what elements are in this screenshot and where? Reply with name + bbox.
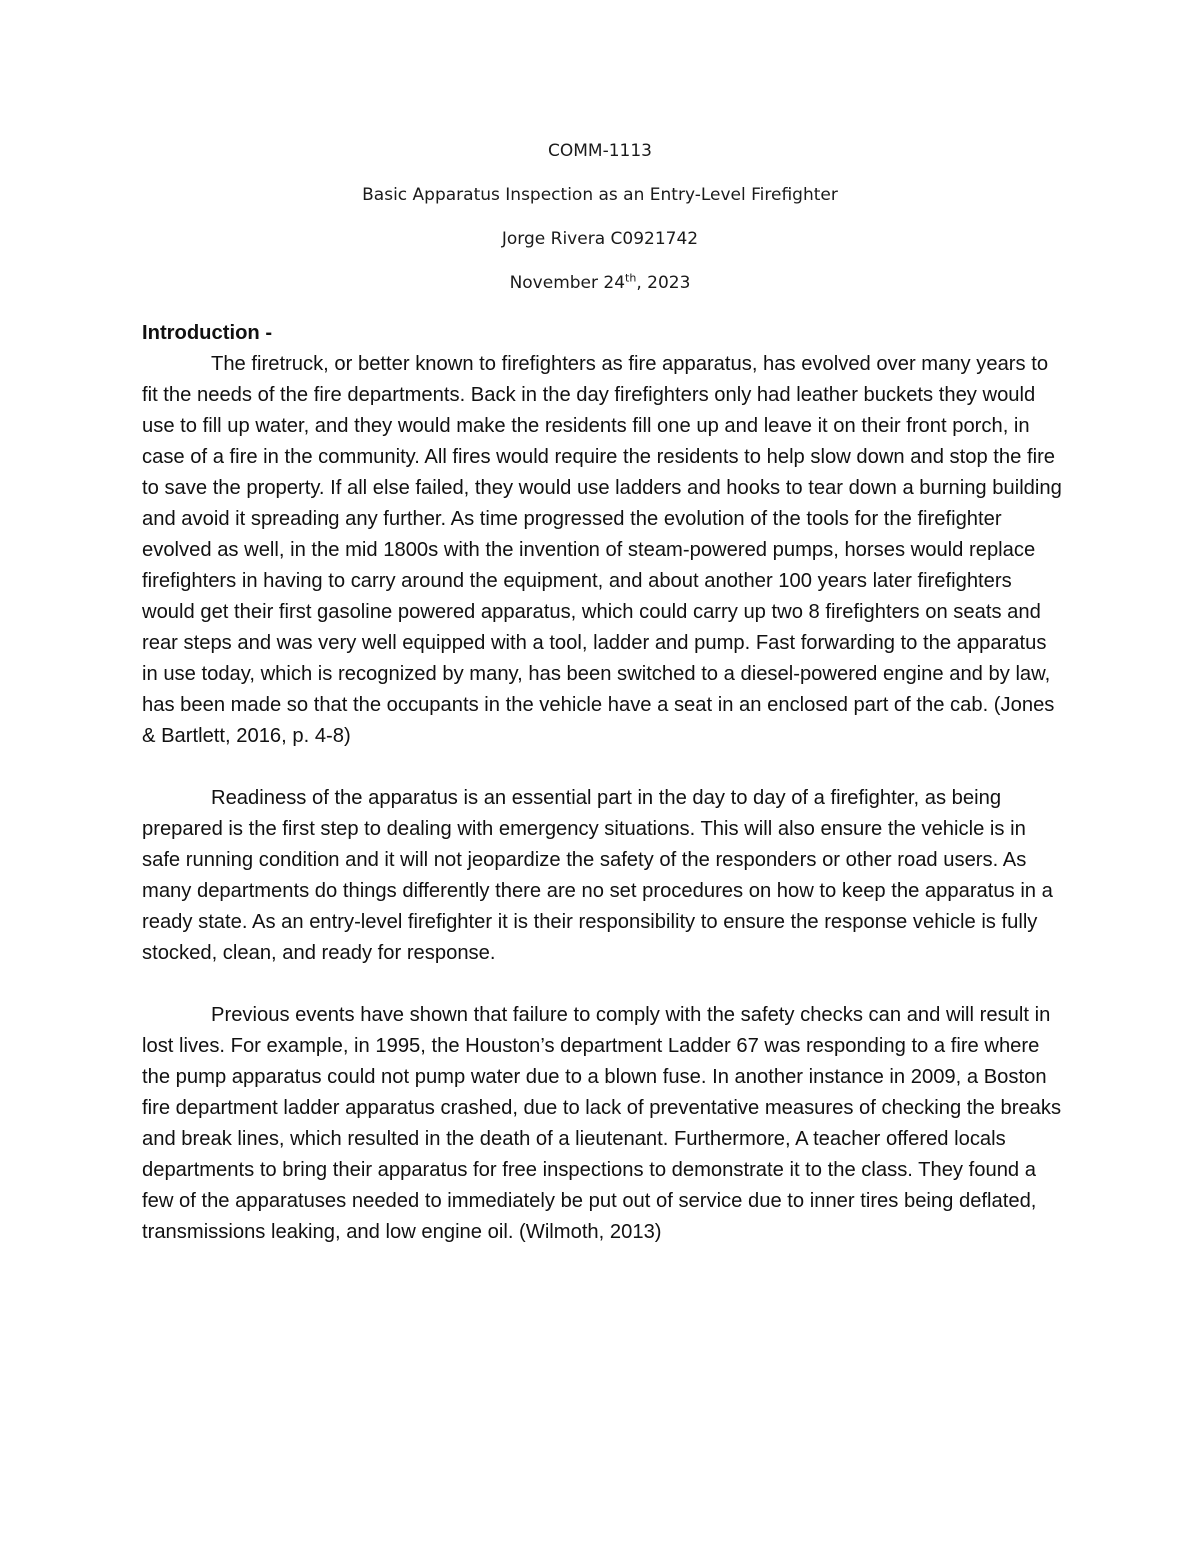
document-body <box>142 318 1062 1248</box>
paragraph-history: The firetruck, or better known to firefighters as fire apparatus, has evolved over many years to fit the needs of the fire departments. Back in the day firefighters only had leather buckets they would use to fill up water, and they would make the residents fill one up and leave it on their front porch, in case of a fire in the community. All fires would require the residents to help slow down and stop the fire to save the property. If all else failed, they would use ladders and hooks to tear down a burning building and avoid it spreading any further. As time progressed the evolution of the tools for the firefighter evolved as well, in the mid 1800s with the invention of steam-powered pumps, horses would replace firefighters in having to carry around the equipment, and about another 100 years later firefighters would get their first gasoline powered apparatus, which could carry up two 8 firefighters on seats and rear steps and was very well equipped with a tool, ladder and pump. Fast forwarding to the apparatus in use today, which is recognized by many, has been switched to a diesel-powered engine and by law, has been made so that the occupants in the vehicle have a seat in an enclosed part of the cab. (Jones & Bartlett, 2016, p. 4-8) <box>142 353 1062 747</box>
course-code: COMM-1113 <box>548 141 652 161</box>
paragraph-spacer <box>142 969 1062 1000</box>
date-year: , 2023 <box>636 273 691 293</box>
date-month-day: November 24 <box>509 273 626 293</box>
title-block <box>0 140 1200 316</box>
paragraph-readiness: Readiness of the apparatus is an essential part in the day to day of a firefighter, as being prepared is the first step to dealing with emergency situations. This will also ensure the vehicle is in safe running condition and it will not jeopardize the safety of the responders or other road users. As many departments do things differently there are no set procedures on how to keep the apparatus in a ready state. As an entry-level firefighter it is their responsibility to ensure the response vehicle is fully stocked, clean, and ready for response. <box>142 787 1053 964</box>
paragraph-previous-events: Previous events have shown that failure to comply with the safety checks can and will result in lost lives. For example, in 1995, the Houston’s department Ladder 67 was responding to a fire where the pump apparatus could not pump water due to a blown fuse. In another instance in 2009, a Boston fire department ladder apparatus crashed, due to lack of preventative measures of checking the breaks and break lines, which resulted in the death of a lieutenant. Furthermore, A teacher offered locals departments to bring their apparatus for free inspections to demonstrate it to the class. They found a few of the apparatuses needed to immediately be put out of service due to inner tires being deflated, transmissions leaking, and low engine oil. (Wilmoth, 2013) <box>142 1004 1062 1243</box>
section-heading-introduction: Introduction - <box>142 322 273 344</box>
paragraph-spacer <box>142 752 1062 783</box>
author-name: Jorge Rivera C0921742 <box>501 229 699 249</box>
date-ordinal-suffix: th <box>625 271 637 285</box>
paper-title: Basic Apparatus Inspection as an Entry-Level Firefighter <box>362 185 838 205</box>
submission-date <box>0 272 1200 294</box>
